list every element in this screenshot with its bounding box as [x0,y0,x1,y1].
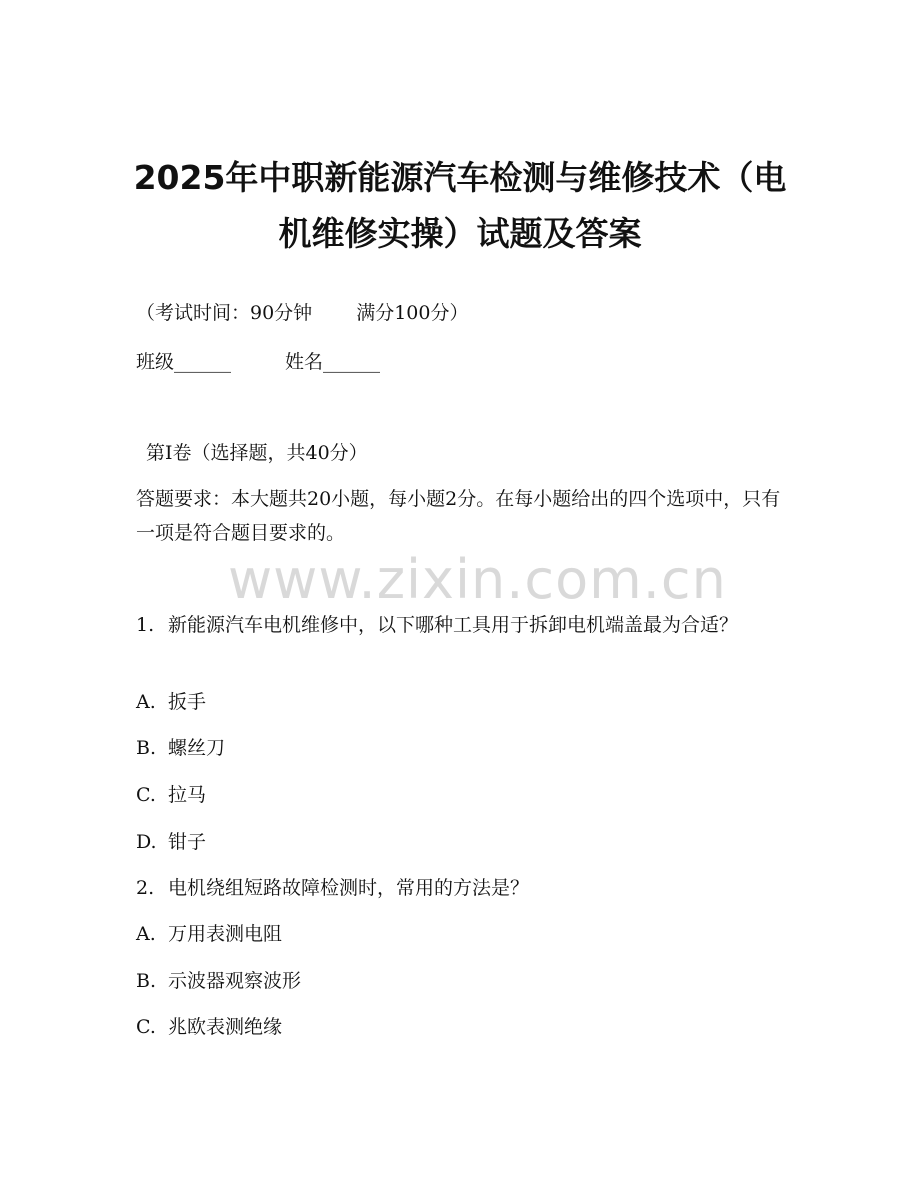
option-2a [136,921,786,947]
question-1 [136,608,784,642]
option-letter: D. [136,831,157,853]
option-text: 兆欧表测绝缘 [168,1016,283,1038]
question-text: 电机绕组短路故障检测时，常用的方法是？ [168,877,530,899]
option-text: 示波器观察波形 [168,970,302,992]
option-letter: C. [136,1016,156,1038]
option-1c [136,782,786,808]
document-title: 2025年中职新能源汽车检测与维修技术（电机维修实操）试题及答案 [133,158,787,253]
option-letter: C. [136,784,156,806]
option-text: 螺丝刀 [168,737,226,759]
section-instruction: 答题要求：本大题共20小题，每小题2分。在每小题给出的四个选项中，只有一项是符合题目要求的。 [136,488,781,544]
option-2b [136,968,786,994]
option-letter: B. [136,970,157,992]
option-2c [136,1014,786,1040]
section-heading: 第Ⅰ卷（选择题，共40分） [146,442,368,464]
option-1b [136,735,786,761]
exam-info [136,300,786,326]
question-2 [136,875,786,901]
student-fields [136,349,786,375]
option-text: 万用表测电阻 [168,923,283,945]
option-letter: A. [136,691,156,713]
option-letter: A. [136,923,156,945]
watermark: www.zixin.com.cn [228,548,727,611]
option-text: 钳子 [168,831,207,853]
exam-score: 满分100分） [356,302,469,324]
option-text: 拉马 [168,784,207,806]
class-field: 班级______ [136,351,232,373]
option-1d [136,829,786,855]
question-text: 新能源汽车电机维修中，以下哪种工具用于拆卸电机端盖最为合适？ [168,614,739,636]
question-number: 2. [136,877,155,899]
option-1a [136,689,786,715]
question-number: 1. [136,614,155,636]
exam-time: （考试时间：90分钟 [136,302,313,324]
option-letter: B. [136,737,157,759]
name-field: 姓名______ [285,351,381,373]
option-text: 扳手 [168,691,207,713]
